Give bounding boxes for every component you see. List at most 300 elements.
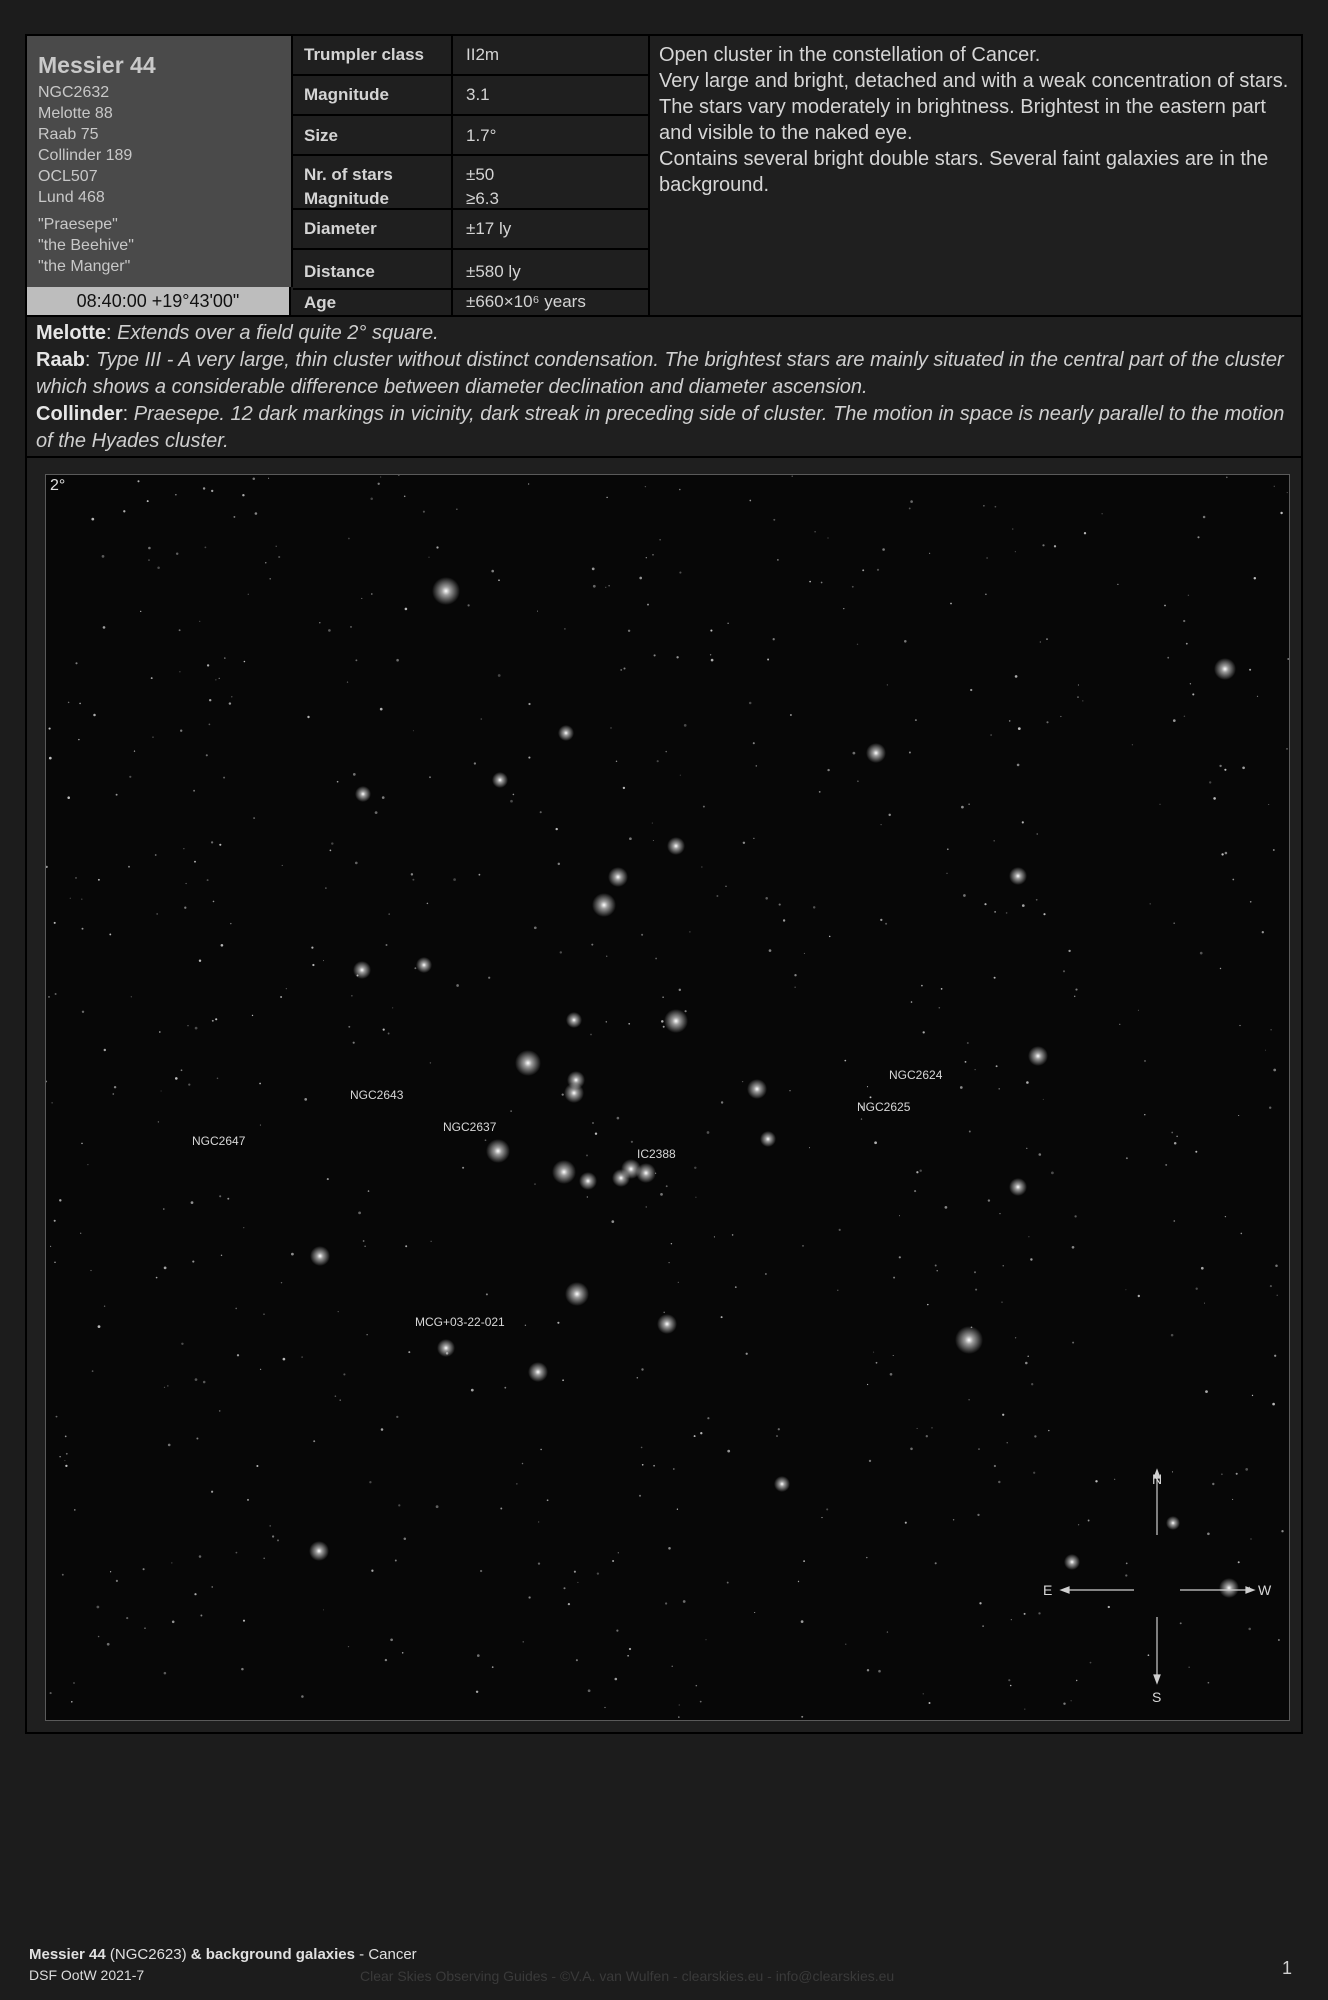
faint-star: [343, 1373, 345, 1375]
faint-star: [325, 887, 326, 888]
galaxy-label-ngc2625: NGC2625: [857, 1100, 911, 1114]
faint-star: [556, 828, 558, 830]
faint-star: [773, 519, 775, 521]
faint-star: [1126, 1563, 1128, 1565]
bright-star: [565, 1282, 589, 1306]
faint-star: [843, 608, 844, 609]
faint-star: [256, 1465, 258, 1467]
faint-star: [179, 629, 181, 631]
faint-star: [803, 1560, 805, 1562]
faint-star: [1180, 1622, 1182, 1624]
faint-star: [1102, 513, 1103, 514]
faint-star: [116, 1580, 118, 1582]
faint-star: [369, 1481, 371, 1483]
faint-star: [756, 765, 758, 767]
galaxy-label-ngc2624: NGC2624: [889, 1068, 943, 1082]
faint-star: [48, 996, 50, 998]
faint-star: [328, 629, 331, 632]
faint-star: [1250, 901, 1252, 903]
faint-star: [87, 1164, 88, 1165]
faint-star: [1042, 544, 1044, 546]
faint-star: [382, 796, 385, 799]
faint-star: [926, 1435, 928, 1437]
faint-star: [1213, 797, 1216, 800]
faint-star: [1173, 1220, 1175, 1222]
faint-star: [1245, 1468, 1248, 1471]
faint-star: [684, 724, 687, 727]
faint-star: [1280, 512, 1282, 514]
faint-star: [789, 1090, 790, 1091]
alias-item: OCL507: [38, 168, 98, 185]
faint-star: [1192, 693, 1194, 695]
faint-star: [131, 996, 132, 997]
faint-star: [187, 1025, 188, 1026]
faint-star: [49, 757, 52, 760]
faint-star: [1159, 804, 1160, 805]
fact-label: Magnitude: [293, 76, 453, 114]
faint-star: [175, 1077, 178, 1080]
faint-star: [65, 1465, 67, 1467]
faint-star: [606, 1021, 607, 1022]
faint-star: [479, 874, 481, 876]
faint-star: [363, 1240, 365, 1242]
faint-star: [792, 476, 793, 477]
faint-star: [59, 1199, 61, 1201]
faint-star: [680, 775, 681, 776]
faint-star: [574, 1571, 576, 1573]
faint-star: [1034, 1435, 1036, 1437]
faint-star: [706, 1639, 707, 1640]
faint-star: [194, 1593, 196, 1595]
info-frame: [25, 34, 1303, 1734]
faint-star: [211, 490, 213, 492]
faint-star: [653, 1465, 655, 1467]
fact-value: ±17 ly: [466, 219, 512, 238]
faint-star: [710, 654, 711, 655]
faint-star: [481, 718, 483, 720]
faint-star: [114, 1086, 116, 1088]
faint-star: [893, 1355, 894, 1356]
faint-star: [1008, 1679, 1010, 1681]
faint-star: [679, 989, 681, 991]
faint-star: [668, 1547, 671, 1550]
faint-star: [414, 967, 416, 969]
faint-star: [471, 1389, 474, 1392]
faint-star: [436, 546, 438, 548]
faint-star: [568, 1603, 570, 1605]
faint-star: [721, 1316, 723, 1318]
faint-star: [999, 1213, 1000, 1214]
faint-star: [1184, 715, 1186, 717]
faint-star: [880, 824, 881, 825]
faint-star: [1204, 1303, 1205, 1304]
faint-star: [1172, 1471, 1173, 1472]
faint-star: [1027, 1355, 1029, 1357]
faint-star: [1015, 675, 1018, 678]
faint-star: [659, 539, 661, 541]
bright-star: [564, 1083, 584, 1103]
faint-star: [200, 1615, 202, 1617]
faint-star: [960, 1086, 963, 1089]
faint-star: [646, 1206, 647, 1207]
faint-star: [642, 1464, 644, 1466]
faint-star: [941, 988, 943, 990]
note-text: Extends over a field quite 2° square.: [117, 322, 439, 344]
faint-star: [281, 1282, 282, 1283]
faint-star: [611, 1220, 614, 1223]
faint-star: [196, 1438, 198, 1440]
faint-star: [610, 727, 611, 728]
faint-star: [1114, 1479, 1115, 1480]
faint-star: [110, 1571, 111, 1572]
footer-title: [29, 1946, 417, 1963]
faint-star: [93, 714, 96, 717]
faint-star: [423, 511, 425, 513]
faint-star: [1272, 1403, 1275, 1406]
faint-star: [767, 659, 769, 661]
faint-star: [203, 487, 205, 489]
faint-star: [1232, 1499, 1233, 1500]
faint-star: [233, 516, 235, 518]
bright-star: [566, 1012, 582, 1028]
faint-star: [678, 1716, 680, 1718]
faint-star: [620, 669, 622, 671]
faint-star: [1082, 700, 1083, 701]
faint-star: [1287, 658, 1289, 660]
faint-star: [1125, 1574, 1127, 1576]
faint-star: [1078, 1524, 1079, 1525]
faint-star: [998, 1481, 1000, 1483]
faint-star: [1026, 1148, 1027, 1149]
bright-star: [1064, 1554, 1080, 1570]
bright-star: [552, 1160, 576, 1184]
faint-star: [207, 879, 209, 881]
faint-star: [703, 806, 705, 808]
faint-star: [268, 478, 269, 479]
faint-star: [1074, 1215, 1076, 1217]
faint-star: [348, 538, 350, 540]
faint-star: [743, 842, 745, 844]
description-line: Very large and bright, detached and with a weak concentration of stars. The stars vary moderately in brightness. Brightest in the eastern part and visible to the naked eye.: [659, 70, 1289, 144]
faint-star: [1171, 1334, 1174, 1337]
faint-star: [59, 1456, 60, 1457]
faint-star: [191, 1201, 194, 1204]
faint-star: [652, 554, 654, 556]
faint-star: [1197, 536, 1199, 538]
faint-star: [1030, 1258, 1032, 1260]
faint-star: [175, 494, 176, 495]
fact-label: Trumpler class: [293, 36, 453, 74]
bright-star: [310, 1246, 330, 1266]
faint-star: [405, 608, 408, 611]
bright-star: [774, 1476, 790, 1492]
faint-star: [623, 787, 625, 789]
faint-star: [862, 569, 864, 571]
fact-value-nstars-mag: ≥6.3: [466, 189, 499, 208]
faint-star: [1225, 1216, 1226, 1217]
star-field: [46, 475, 1289, 1720]
faint-star: [1015, 1337, 1016, 1338]
faint-star: [269, 1525, 271, 1527]
faint-star: [1076, 1680, 1077, 1681]
faint-star: [74, 1509, 76, 1511]
fact-row-magnitude: [293, 76, 648, 116]
faint-star: [914, 1190, 916, 1192]
description: [659, 42, 1299, 198]
faint-star: [381, 1428, 384, 1431]
faint-star: [79, 703, 81, 705]
faint-star: [910, 500, 913, 503]
faint-star: [916, 1171, 918, 1173]
faint-star: [98, 1636, 100, 1638]
faint-star: [46, 1081, 47, 1083]
faint-star: [853, 752, 856, 755]
faint-star: [1274, 1355, 1276, 1357]
faint-star: [476, 1691, 478, 1693]
bright-star: [1009, 1178, 1027, 1196]
faint-star: [1173, 922, 1175, 924]
faint-star: [1095, 1480, 1097, 1482]
faint-star: [968, 804, 969, 805]
faint-star: [404, 496, 406, 498]
faint-star: [1015, 551, 1016, 552]
faint-star: [54, 922, 56, 924]
faint-star: [1117, 584, 1118, 585]
faint-star: [605, 587, 606, 588]
faint-star: [821, 1517, 822, 1518]
faint-star: [71, 1701, 73, 1703]
faint-star: [1040, 641, 1041, 642]
faint-star: [911, 1001, 913, 1003]
fact-value-nstars: ±50: [466, 165, 495, 184]
faint-star: [1238, 1561, 1240, 1563]
faint-star: [330, 850, 332, 852]
faint-star: [857, 644, 858, 645]
faint-star: [301, 1356, 302, 1357]
faint-star: [967, 1042, 969, 1044]
faint-star: [606, 497, 607, 498]
faint-star: [335, 1395, 337, 1397]
faint-star: [994, 977, 996, 979]
faint-star: [55, 993, 57, 995]
faint-star: [641, 1447, 643, 1449]
faint-star: [181, 1069, 183, 1071]
faint-star: [631, 1141, 633, 1143]
faint-star: [742, 1081, 743, 1082]
faint-star: [351, 995, 353, 997]
faint-star: [652, 823, 653, 824]
faint-star: [809, 1147, 810, 1148]
faint-star: [904, 640, 907, 643]
faint-star: [500, 1508, 502, 1510]
faint-star: [998, 1088, 999, 1089]
faint-star: [985, 594, 987, 596]
faint-star: [888, 814, 890, 816]
faint-star: [1072, 1342, 1074, 1344]
faint-star: [488, 977, 490, 979]
faint-star: [1219, 765, 1221, 767]
faint-star: [513, 794, 515, 796]
faint-star: [576, 1659, 578, 1661]
note-collinder: Collinder: Praesepe. 12 dark markings in vicinity, dark streak in preceding side of cluster. The motion in space is nearly parallel to the motion of the Hyades cluster.: [36, 403, 1285, 452]
faint-star: [260, 1125, 261, 1126]
faint-star: [921, 985, 923, 987]
faint-star: [1144, 1060, 1145, 1061]
faint-star: [795, 987, 796, 988]
fact-value: ±660×10⁶ years: [466, 292, 586, 311]
faint-star: [1225, 852, 1228, 855]
faint-star: [1174, 1142, 1177, 1145]
faint-star: [618, 1552, 619, 1553]
faint-star: [480, 1570, 482, 1572]
faint-star: [668, 1262, 669, 1263]
faint-star: [801, 1620, 804, 1623]
faint-star: [207, 664, 209, 666]
faint-star: [312, 964, 314, 966]
faint-star: [660, 1193, 663, 1196]
faint-star: [927, 1304, 928, 1305]
faint-star: [388, 913, 390, 915]
faint-star: [209, 699, 211, 701]
bright-star: [432, 577, 460, 605]
faint-star: [844, 1060, 846, 1062]
faint-star: [91, 518, 94, 521]
faint-star: [231, 696, 232, 697]
faint-star: [893, 1277, 895, 1279]
faint-star: [1036, 899, 1038, 901]
faint-star: [988, 1199, 990, 1201]
faint-star: [1171, 1132, 1173, 1134]
faint-star: [974, 1271, 976, 1273]
faint-star: [1009, 720, 1011, 722]
faint-star: [163, 1208, 165, 1210]
faint-star: [134, 750, 135, 751]
faint-star: [375, 811, 378, 814]
faint-star: [367, 1334, 368, 1335]
faint-star: [412, 879, 414, 881]
bright-star: [667, 837, 685, 855]
faint-star: [707, 1131, 710, 1134]
bright-star: [492, 772, 508, 788]
nickname-item: "the Beehive": [38, 237, 134, 254]
fact-value: ±580 ly: [466, 262, 521, 281]
faint-star: [1252, 1395, 1253, 1396]
faint-star: [221, 1255, 222, 1256]
faint-star: [628, 630, 630, 632]
faint-star: [563, 1587, 565, 1589]
fact-label: Distance: [293, 250, 453, 288]
faint-star: [1119, 1024, 1120, 1025]
faint-star: [98, 1325, 101, 1328]
faint-star: [286, 988, 287, 989]
faint-star: [227, 1198, 229, 1200]
faint-star: [672, 1666, 673, 1667]
faint-star: [592, 1122, 594, 1124]
faint-star: [236, 1552, 238, 1554]
faint-star: [307, 716, 309, 718]
faint-star: [1164, 605, 1166, 607]
faint-star: [679, 1704, 680, 1705]
faint-star: [1236, 1473, 1238, 1475]
faint-star: [1262, 931, 1264, 933]
faint-star: [623, 667, 625, 669]
faint-star: [887, 684, 888, 685]
bright-star: [608, 867, 628, 887]
faint-star: [1200, 952, 1203, 955]
faint-star: [701, 866, 702, 867]
faint-star: [540, 1449, 541, 1450]
faint-star: [230, 923, 231, 924]
faint-star: [1024, 1613, 1026, 1615]
faint-star: [81, 1143, 83, 1145]
faint-star: [1274, 486, 1275, 487]
object-name-box: [27, 36, 293, 287]
faint-star: [368, 1190, 370, 1192]
faint-star: [809, 581, 811, 583]
faint-star: [1232, 879, 1234, 881]
faint-star: [1022, 821, 1024, 823]
faint-star: [746, 1353, 748, 1355]
faint-star: [754, 1612, 755, 1613]
faint-star: [677, 1509, 678, 1510]
faint-star: [1149, 903, 1150, 904]
faint-star: [776, 1435, 778, 1437]
bright-star: [955, 1326, 983, 1354]
faint-star: [878, 1670, 881, 1673]
faint-star: [209, 724, 211, 726]
faint-star: [278, 556, 280, 558]
faint-star: [804, 953, 805, 954]
faint-star: [179, 671, 180, 672]
faint-star: [371, 593, 373, 595]
faint-star: [1132, 744, 1133, 745]
faint-star: [869, 1460, 871, 1462]
faint-star: [557, 1322, 559, 1324]
faint-star: [348, 1646, 349, 1647]
faint-star: [1046, 721, 1048, 723]
faint-star: [727, 1450, 730, 1453]
faint-star: [215, 1018, 217, 1020]
faint-star: [993, 840, 995, 842]
faint-star: [358, 1212, 361, 1215]
bright-star: [592, 893, 616, 917]
faint-star: [219, 678, 220, 679]
faint-star: [151, 677, 153, 679]
faint-star: [683, 1600, 686, 1603]
faint-star: [504, 1387, 506, 1389]
faint-star: [65, 1436, 67, 1438]
faint-star: [753, 838, 754, 839]
faint-star: [104, 1049, 106, 1051]
faint-star: [1203, 516, 1206, 519]
faint-star: [364, 1246, 365, 1247]
faint-star: [882, 548, 885, 551]
faint-star: [54, 1262, 55, 1263]
faint-star: [929, 1702, 931, 1704]
faint-star: [1074, 996, 1075, 997]
galaxy-label-ic2388: IC2388: [637, 1147, 676, 1161]
fact-label: Age: [293, 290, 453, 315]
faint-star: [195, 1378, 198, 1381]
bright-star: [309, 1541, 329, 1561]
faint-star: [219, 1195, 221, 1197]
faint-star: [1281, 1530, 1283, 1532]
faint-star: [405, 1245, 407, 1247]
faint-star: [413, 730, 414, 731]
faint-star: [794, 974, 796, 976]
faint-star: [1010, 1685, 1012, 1687]
faint-star: [1018, 727, 1021, 730]
